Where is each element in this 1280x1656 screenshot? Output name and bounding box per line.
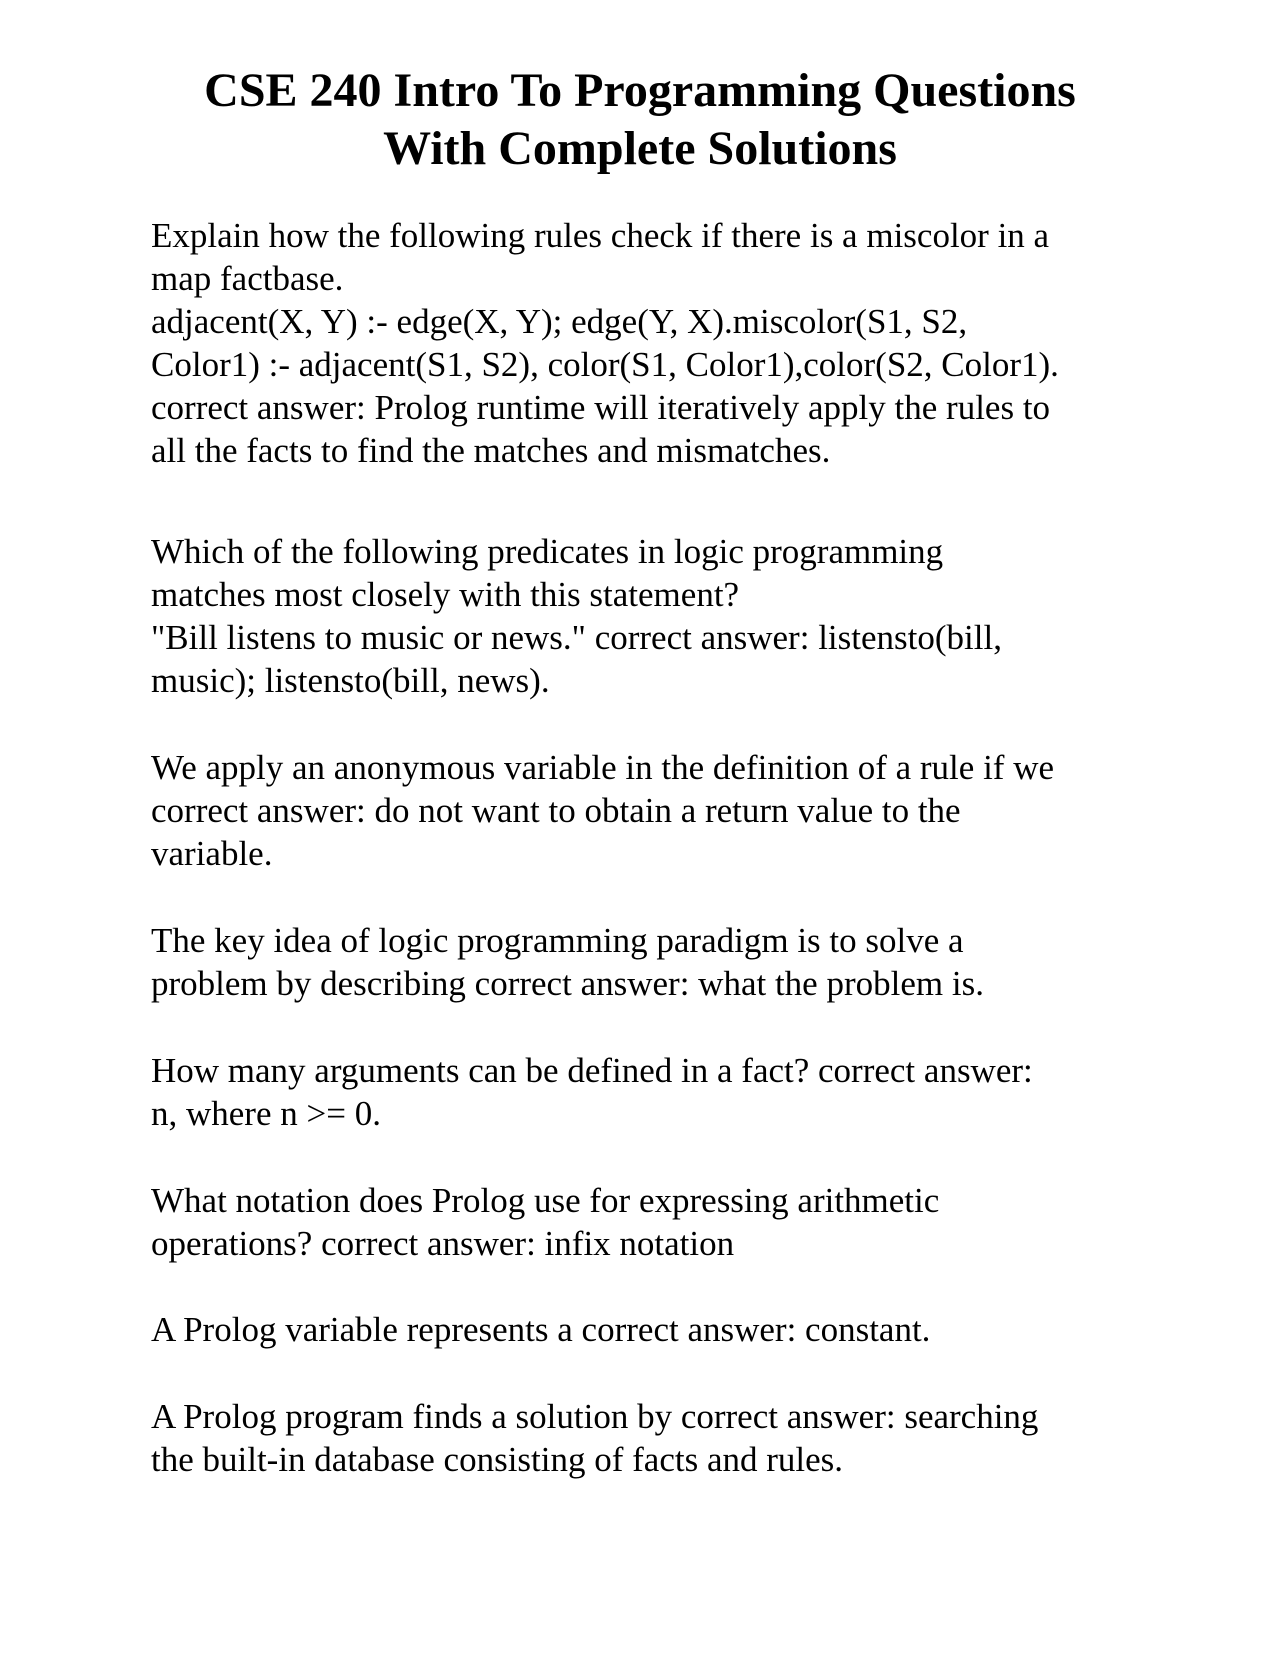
question-block-5 [151,1049,1151,1135]
title-line-1: CSE 240 Intro To Programming Questions [204,64,1076,117]
text-line: map factbase. [151,259,344,298]
question-block-2 [151,530,1151,702]
text-line: n, where n >= 0. [151,1094,381,1133]
question-block-4 [151,919,1151,1005]
text-line: operations? correct answer: infix notation [151,1224,735,1263]
text-line: How many arguments can be defined in a fact? correct answer: [151,1051,1033,1090]
question-block-8 [151,1395,1151,1481]
text-line: variable. [151,834,273,873]
text-line: A Prolog program finds a solution by correct answer: searching [151,1397,1039,1436]
text-line: What notation does Prolog use for expressing arithmetic [151,1181,940,1220]
title-line-2: With Complete Solutions [383,122,897,175]
text-line: music); listensto(bill, news). [151,661,550,700]
text-line: correct answer: Prolog runtime will iteratively apply the rules to [151,388,1051,427]
question-block-6 [151,1179,1151,1265]
text-line: correct answer: do not want to obtain a return value to the [151,791,961,830]
text-line: all the facts to find the matches and mismatches. [151,431,831,470]
text-line: Color1) :- adjacent(S1, S2), color(S1, Color1),color(S2, Color1). [151,345,1059,384]
text-line: the built-in database consisting of facts and rules. [151,1440,844,1479]
document-title [100,62,1180,178]
text-line: The key idea of logic programming paradigm is to solve a [151,921,964,960]
text-line: We apply an anonymous variable in the definition of a rule if we [151,748,1055,787]
text-line: A Prolog variable represents a correct answer: constant. [151,1310,931,1349]
question-block-1 [151,214,1151,472]
text-line: adjacent(X, Y) :- edge(X, Y); edge(Y, X).miscolor(S1, S2, [151,302,968,341]
text-line: problem by describing correct answer: what the problem is. [151,964,984,1003]
text-line: "Bill listens to music or news." correct answer: listensto(bill, [151,618,1002,657]
text-line: Which of the following predicates in logic programming [151,532,944,571]
question-block-7 [151,1308,1151,1351]
text-line: Explain how the following rules check if there is a miscolor in a [151,216,1050,255]
question-block-3 [151,746,1151,875]
text-line: matches most closely with this statement? [151,575,740,614]
